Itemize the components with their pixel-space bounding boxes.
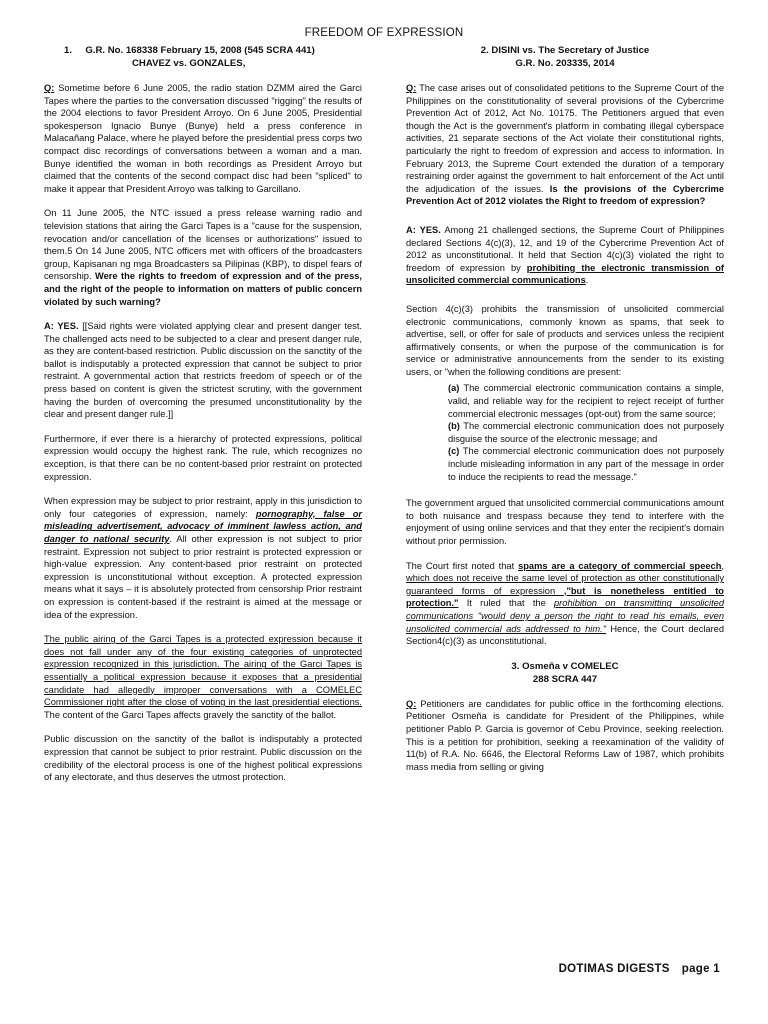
case-3-title: 3. Osmeña v COMELEC	[511, 660, 619, 672]
question-label: Q:	[406, 83, 417, 93]
paragraph-text: It ruled that the	[458, 598, 555, 609]
case-1-answer	[44, 320, 362, 421]
case-2-answer	[406, 224, 724, 287]
underlined-ruling: The public airing of the Garci Tapes is a protected expression because it does not fall under any of the four existing categories of unprotected expression recognized in this jurisdiction. The airing of the Garci Tapes is essentially a political expression because it exposes that a presidential candidate had allegedly improper conversations with a COMELEC Commissioner right after the close of voting in the last presidential elections.	[44, 634, 362, 708]
case-2-citation: G.R. No. 203335, 2014	[515, 58, 615, 69]
question-text: The case arises out of consolidated petitions to the Supreme Court of the Philippines on the constitutionality of several provisions of the Cybercrime Prevention Act of 2012, Act No. 10175. The Petitioners argued that even though the Act is the government's platform in combating illegal cyberspace activities, 21 separate sections of the Act violate their constitutional rights, particularly the right to freedom of expression and access to information. In February 2013, the Supreme Court extended the duration of a temporary restraining order against the government to halt enforcement of the Act until the adjudication of the issues.	[406, 83, 724, 194]
case-1-paragraph: Furthermore, if ever there is a hierarchy of protected expressions, political expression would occupy the highest rank. The rule, which recognizes no exception, is that there can be no content-based prior restraint on protected expression.	[44, 433, 362, 482]
answer-label: A: YES.	[406, 224, 441, 235]
case-1-paragraph	[44, 633, 362, 721]
case-1-paragraph	[44, 495, 362, 621]
question-label: Q:	[44, 83, 55, 93]
case-2-title: 2. DISINI vs. The Secretary of Justice	[480, 45, 650, 56]
conditions-list	[448, 382, 724, 483]
question-text: Petitioners are candidates for public office in the forthcoming elections. Petitioner Osmeña is candidate for President of the Philippines, while petitioner Pablo P. Garcia is governor of Cebu Province, seeking reelection. This is a petition for prohibition, seeking a reexamination of the validity of 11(b) of R.A. No. 6646, the Electoral Reforms Law of 1987, which prohibits mass media from selling or giving	[406, 698, 724, 772]
condition-label: (b)	[448, 421, 460, 432]
case-2-paragraph: Section 4(c)(3) prohibits the transmission of unsolicited commercial electronic communications, commonly known as spams, that seek to advertise, sell, or offer for sale of products and services unless the recipient affirmatively consents, or when the purpose of the communication is for service or administrative announcements from the sender to its existing users, or "when the following conditions are present:	[406, 303, 724, 377]
case-2-heading	[406, 44, 724, 70]
case-1-paragraph	[44, 207, 362, 308]
answer-label: A: YES.	[44, 321, 79, 332]
underlined-text: , which does not receive the same level of protection as other constitutionally guaranteed forms of expression	[406, 560, 724, 596]
underlined-holding: spams are a category of commercial speech	[518, 560, 722, 571]
condition-item	[448, 420, 724, 445]
case-2-paragraph	[406, 560, 724, 648]
case-1-heading	[44, 44, 362, 70]
paragraph-text: The content of the Garci Tapes affects gravely the sanctity of the ballot.	[44, 709, 337, 720]
case-3-question	[406, 698, 724, 774]
condition-text: The commercial electronic communication does not purposely include misleading information in any part of the message in order to induce the recipients to read the message."	[448, 446, 724, 482]
condition-label: (c)	[448, 446, 460, 457]
paragraph-text: On 11 June 2005, the NTC issued a press release warning radio and television stations that airing the Garci Tapes is a "cause for the suspension, revocation and/or cancellation of the licenses or authorizations" issued to them.5 On 14 June 2005, NTC officers met with officers of the broadcasters group, Kapisanan ng mga Broadcasters sa Pilipinas (KBP), to dispel fears of censorship.	[44, 208, 362, 282]
condition-text: The commercial electronic communication does not purposely disguise the source of the electronic message; and	[448, 421, 724, 444]
paragraph-text: The Court first noted that	[406, 560, 519, 571]
issue-text: Is the provisions of the Cybercrime Prevention Act of 2012 violates the Right to freedom of expression?	[406, 183, 724, 207]
answer-text: [[Said rights were violated applying clear and present danger test. The challenged acts need to be subjected to a clear and present danger rule, as they are content-based restriction. Public discussion on the sanctity of the ballot is indisputably a protected expression that cannot be subject to prior restraint. A governmental action that restricts freedom of speech or of the press based on content is given the strictest scrutiny, with the government having the burden of overcoming the presumed unconstitutionality by the clear and present danger rule.]]	[44, 321, 362, 420]
underlined-holding: ,"but is nonetheless entitled to protection."	[406, 585, 724, 609]
underlined-quote: prohibition on transmitting unsolicited communications "would deny a person the right to read his emails, even unsolicited commercial ads addressed to him."	[406, 598, 725, 634]
footer-name: DOTIMAS DIGESTS	[558, 963, 670, 975]
case-2-paragraph: The government argued that unsolicited commercial communications amount to both nuisance and trespass because they tend to interfere with the enjoyment of using online services and that they enter the recipient's domain without prior permission.	[406, 498, 724, 546]
case-1-title: CHAVEZ vs. GONZALES,	[132, 58, 246, 69]
question-text: Sometime before 6 June 2005, the radio station DZMM aired the Garci Tapes where the parties to the conversation discussed "rigging" the results of the 2004 elections to favor President Arroyo. On 6 June 2005, Presidential spokesperson Ignacio Bunye (Bunye) held a press conference in Malacañang Palace, where he played before the presidential press corps two compact disc recordings of conversations between a woman and a man. Bunye identified the woman in both recordings as President Arroyo but claimed that the contents of the second compact disc had been "spliced" to make it appear that President Arroyo was talking to Garcillano.	[44, 83, 362, 194]
condition-text: The commercial electronic communication contains a simple, valid, and reliable way for the recipient to reject receipt of further commercial electronic messages (opt-out) from the same source;	[448, 383, 724, 419]
question-label: Q:	[406, 698, 417, 709]
condition-item	[448, 382, 724, 420]
issue-text: Were the rights to freedom of expression and of the press, and the right of the people to information on matters of public concern violated by such warning?	[44, 271, 362, 307]
unprotected-categories: pornography, false or misleading advertisement, advocacy of imminent lawless action, and danger to national security	[44, 508, 362, 544]
case-1-citation: 1. G.R. No. 168338 February 15, 2008 (545 SCRA 441)	[64, 45, 315, 56]
case-1-paragraph: Public discussion on the sanctity of the ballot is indisputably a protected expression that cannot be subject to prior restraint. Public discussion on the credibility of the electoral process is one of the highest political expressions of any electorate, and thus deserves the utmost protection.	[44, 734, 362, 783]
page-number: page 1	[681, 963, 720, 975]
left-column	[44, 44, 362, 796]
answer-end: .	[585, 275, 589, 286]
condition-item	[448, 445, 724, 483]
page-footer	[559, 963, 720, 975]
paragraph-text: . All other expression is not subject to prior restraint. Expression not subject to prior restraint is protected expression or high-value expression. Any content-based prior restraint on protected expression is unconstitutional without exception. A protected expression means what it says – it is absolutely protected from censorship Prior restraint on expression is content-based if the restraint is aimed at the message or idea of the expression.	[44, 534, 362, 620]
paragraph-text: Hence, the Court declared Section4(c)(3) as unconstitutional.	[406, 623, 725, 647]
case-3-citation: 288 SCRA 447	[532, 673, 598, 685]
condition-label: (a)	[448, 383, 460, 394]
paragraph-text: When expression may be subject to prior restraint, apply in this jurisdiction to only four categories of expression, namely:	[44, 496, 362, 519]
case-2-question	[406, 82, 724, 208]
answer-text: Among 21 challenged sections, the Supreme Court of Philippines declared Sections 4(c)(3), 12, and 19 of the Cybercrime Prevention Act of 2012 as unconstitutional. It held that Section 4(c)(3) violated the right to freedom of expression by	[406, 224, 724, 273]
page-title: FREEDOM OF EXPRESSION	[304, 27, 464, 39]
underlined-holding: prohibiting the electronic transmission of unsolicited commercial communications	[406, 262, 724, 286]
case-1-question	[44, 82, 362, 195]
case-3-heading	[406, 660, 724, 686]
right-column	[406, 44, 724, 785]
